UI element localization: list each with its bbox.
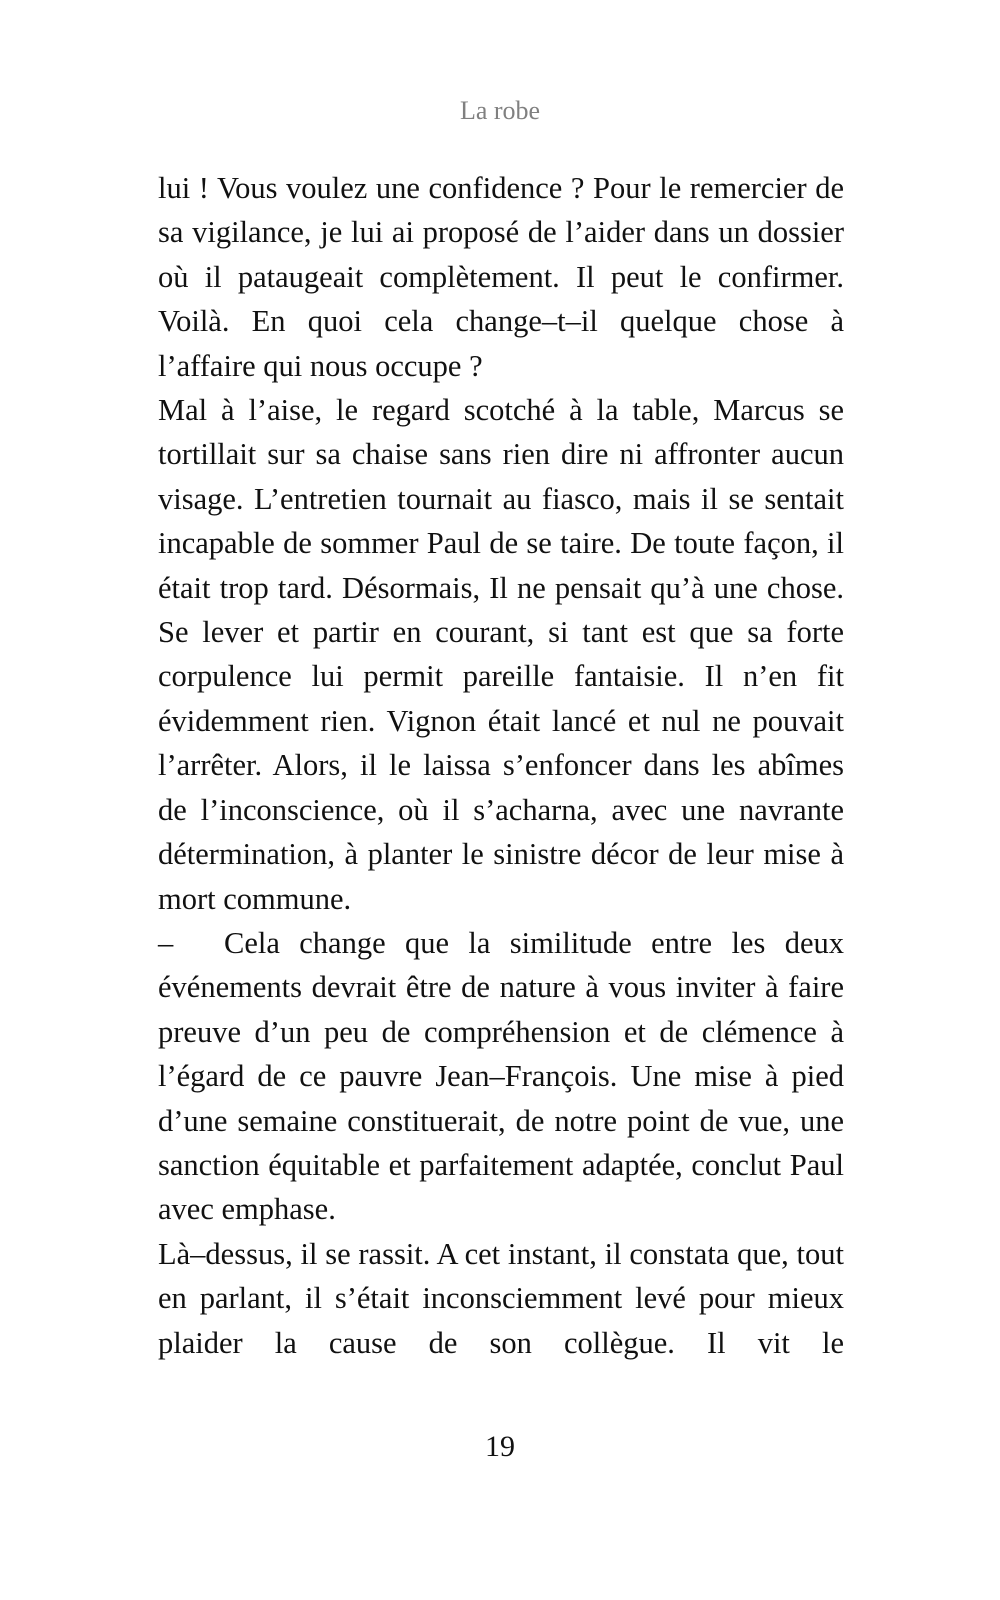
paragraph: Mal à l’aise, le regard scotché à la table, Marcus se tortillait sur sa chaise sans rien dire ni affronter aucun visage. L’entretien tournait au fiasco, mais il se sentait incapable de sommer Paul de se taire. De toute façon, il était trop tard. Désormais, Il ne pensait qu’à une chose. Se lever et partir en courant, si tant est que sa forte corpulence lui permit pareille fantaisie. Il n’en fit évidemment rien. Vignon était lancé et nul ne pouvait l’arrêter. Alors, il le laissa s’enfoncer dans les abîmes de l’inconscience, où il s’acharna, avec une navrante détermination, à planter le sinistre décor de leur mise à mort commune. [158, 393, 844, 916]
body-text [158, 166, 844, 1365]
page-number: 19 [485, 1430, 515, 1463]
dialogue-paragraph [158, 921, 844, 1232]
paragraph: Là–dessus, il se rassit. A cet instant, il constata que, tout en parlant, il s’était inconsciemment levé pour mieux plaider la cause de son collègue. Il vit le [158, 1236, 844, 1360]
running-header-title: La robe [459, 96, 541, 125]
paragraph: lui ! Vous voulez une confidence ? Pour le remercier de sa vigilance, je lui ai proposé de l’aider dans un dossier où il pataugeait complètement. Il peut le confirmer. Voilà. En quoi cela change–t–il quelque chose à l’affaire qui nous occupe ? [158, 171, 844, 383]
dialogue-text: Cela change que la similitude entre les deux événements devrait être de nature à vous inviter à faire preuve d’un peu de compréhension et de clémence à l’égard de ce pauvre Jean–François. Une mise à pied d’une semaine constituerait, de notre point de vue, une sanction équitable et parfaitement adaptée, conclut Paul avec emphase. [158, 925, 844, 1227]
dialogue-dash: – [158, 925, 174, 960]
